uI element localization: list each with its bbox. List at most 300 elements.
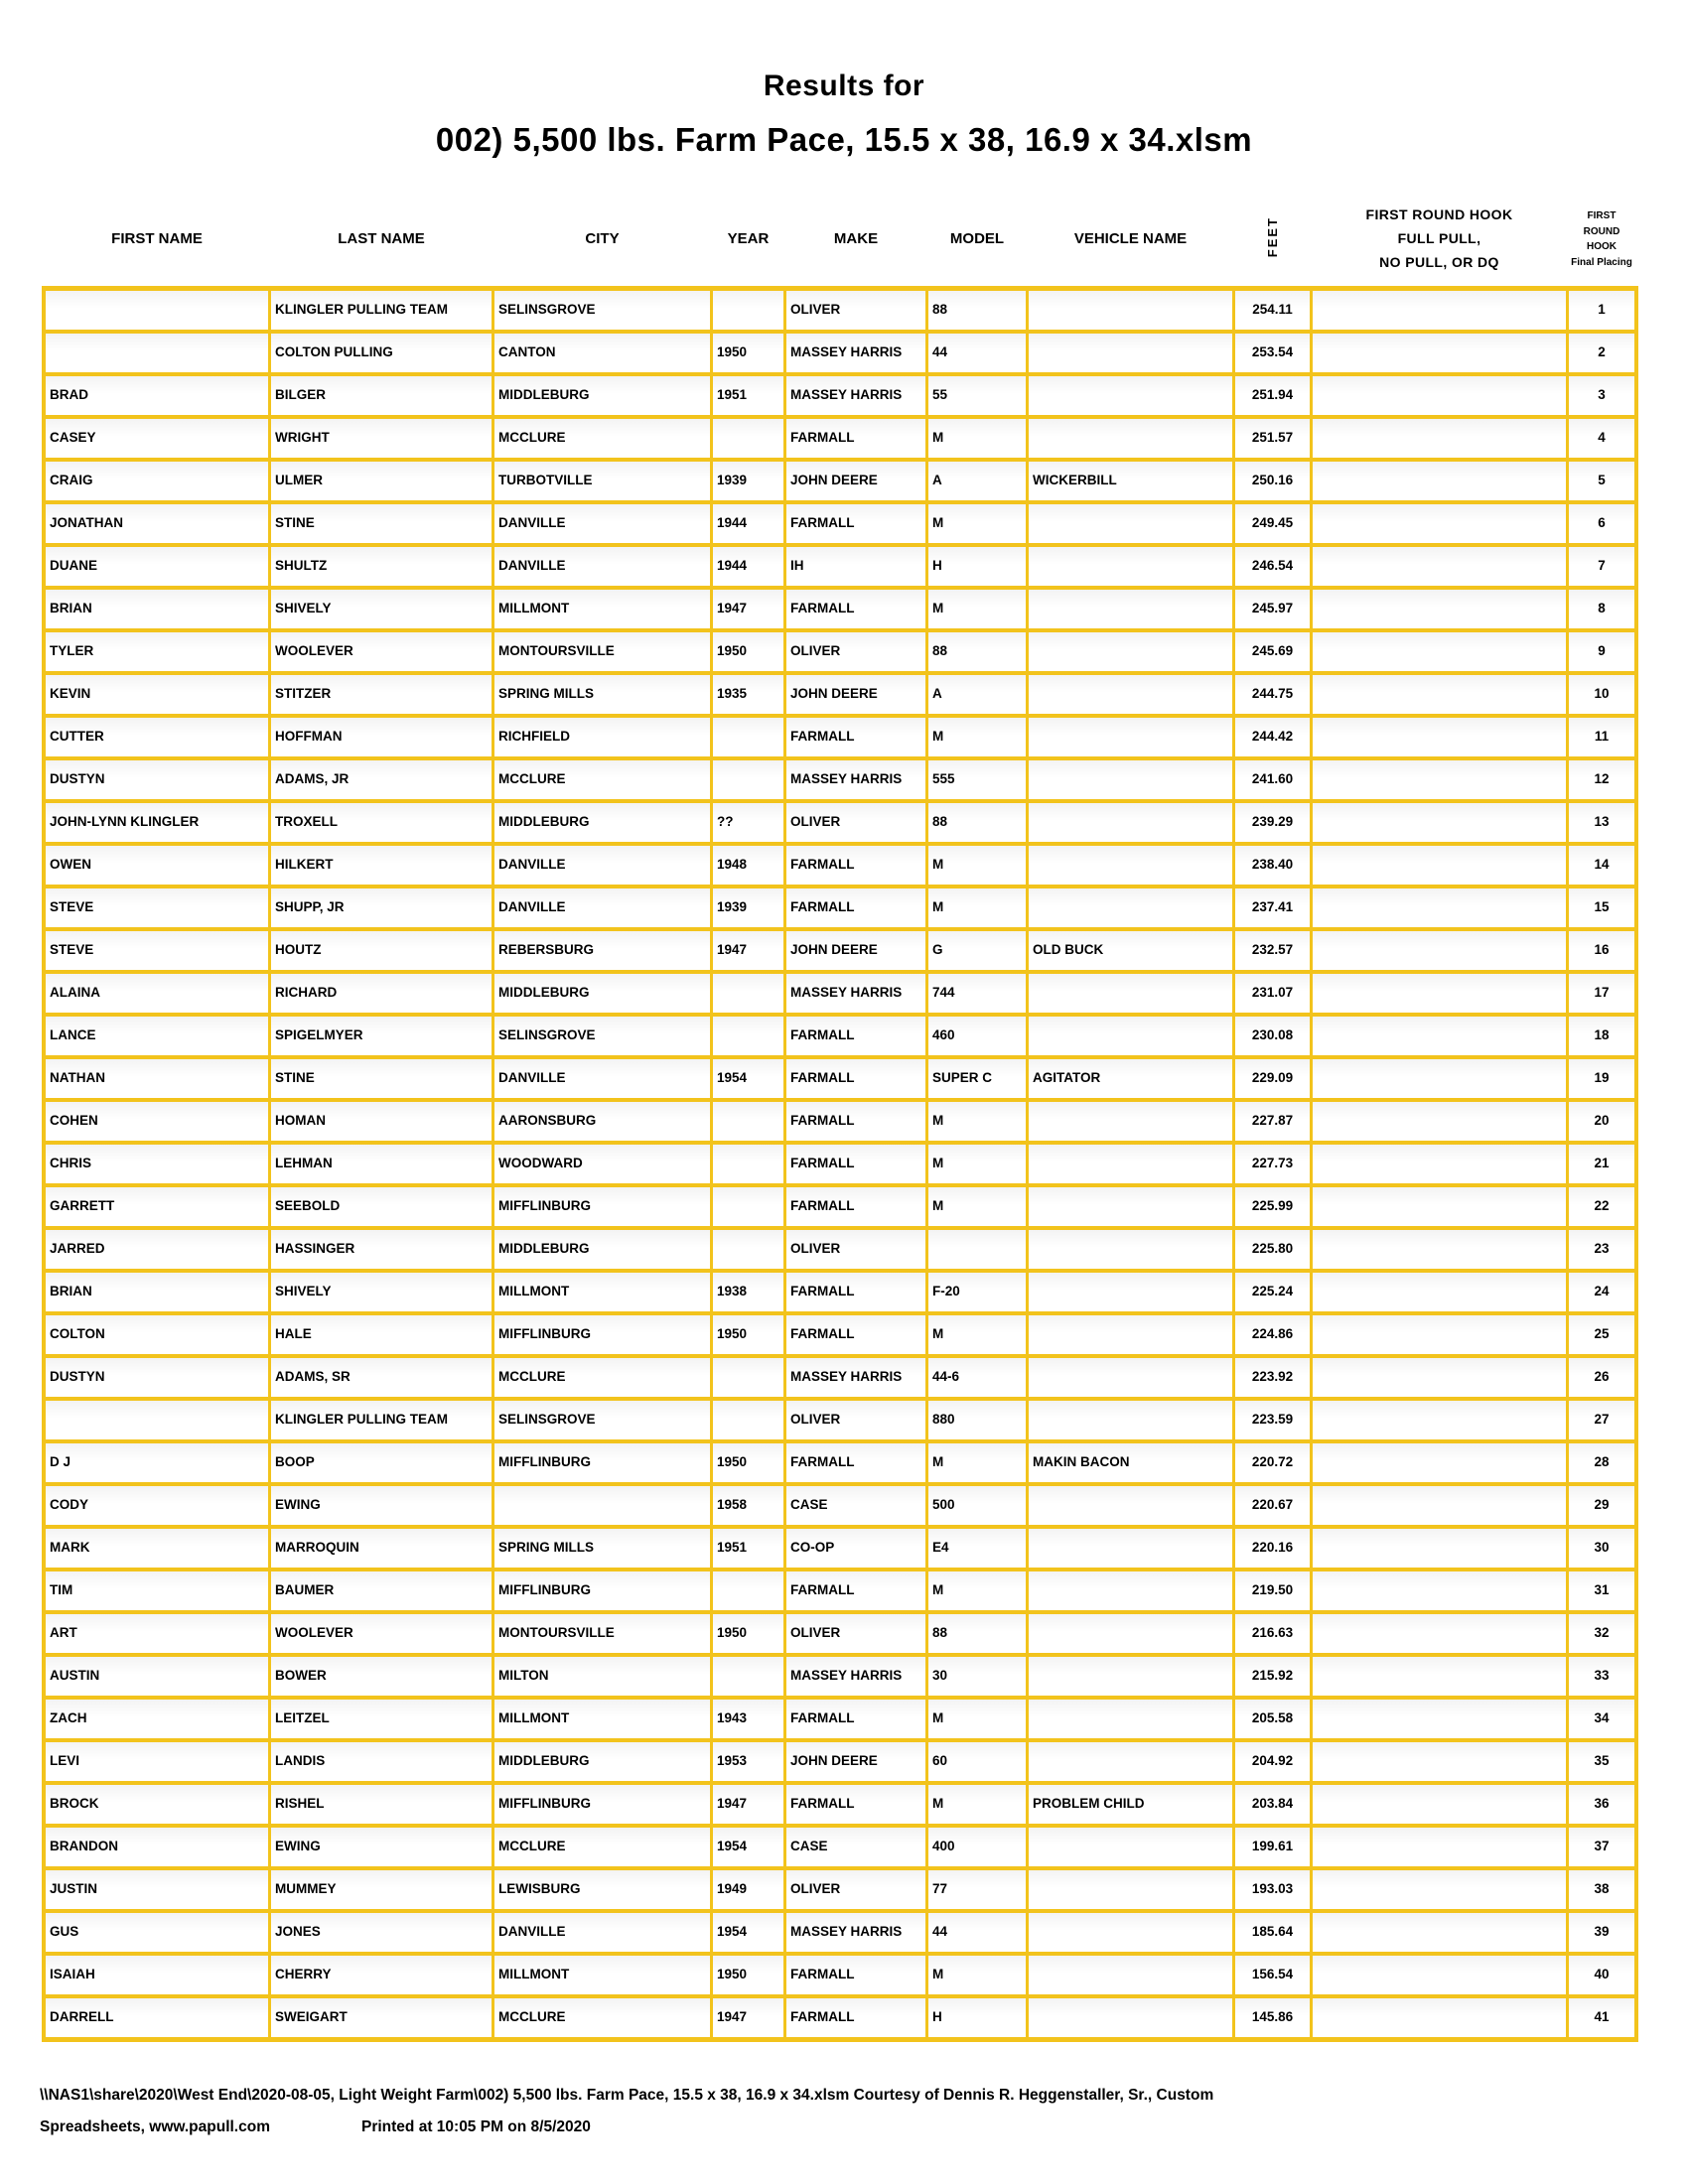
cell-first-name: BRIAN [46,590,268,628]
cell-first-name: LANCE [46,1017,268,1055]
cell-hook [1313,1870,1566,1909]
cell-model: 44-6 [928,1358,1026,1397]
cell-feet: 229.09 [1235,1059,1310,1098]
cell-city: MILLMONT [494,1956,710,1994]
cell-year: 1947 [713,590,783,628]
cell-placing: 33 [1569,1657,1634,1696]
cell-feet: 246.54 [1235,547,1310,586]
cell-vehicle-name: AGITATOR [1029,1059,1232,1098]
cell-make: FARMALL [786,846,925,885]
cell-hook [1313,1145,1566,1183]
cell-placing: 29 [1569,1486,1634,1525]
cell-first-name: BROCK [46,1785,268,1824]
cell-placing: 14 [1569,846,1634,885]
cell-hook [1313,1614,1566,1653]
cell-model: 460 [928,1017,1026,1055]
cell-first-name: BRIAN [46,1273,268,1311]
cell-last-name: HOMAN [271,1102,492,1141]
cell-vehicle-name [1029,888,1232,927]
cell-model: M [928,1443,1026,1482]
table-header-row [46,197,1688,282]
cell-hook [1313,1401,1566,1439]
cell-feet: 220.67 [1235,1486,1310,1525]
cell-first-name: D J [46,1443,268,1482]
footer-spreadsheets-credit: Spreadsheets, www.papull.com [40,2117,270,2135]
cell-last-name: BAUMER [271,1571,492,1610]
page-footer [40,2088,1688,2134]
cell-city: MILLMONT [494,590,710,628]
cell-first-name: COHEN [46,1102,268,1141]
cell-model: M [928,1145,1026,1183]
cell-vehicle-name [1029,376,1232,415]
cell-model: M [928,590,1026,628]
cell-first-name: CUTTER [46,718,268,756]
cell-placing: 18 [1569,1017,1634,1055]
cell-last-name: SPIGELMYER [271,1017,492,1055]
cell-last-name: SHIVELY [271,590,492,628]
cell-year [713,1657,783,1696]
hook-header-line2: FULL PULL, [1397,230,1481,247]
cell-hook [1313,974,1566,1013]
cell-year: 1950 [713,1443,783,1482]
cell-placing: 27 [1569,1401,1634,1439]
cell-last-name: KLINGLER PULLING TEAM [271,1401,492,1439]
cell-model: 88 [928,291,1026,330]
cell-placing: 24 [1569,1273,1634,1311]
cell-first-name: DUANE [46,547,268,586]
cell-placing: 15 [1569,888,1634,927]
cell-hook [1313,1187,1566,1226]
cell-last-name: HASSINGER [271,1230,492,1269]
cell-hook [1313,760,1566,799]
cell-feet: 185.64 [1235,1913,1310,1952]
cell-vehicle-name [1029,1828,1232,1866]
cell-placing: 38 [1569,1870,1634,1909]
cell-last-name: RICHARD [271,974,492,1013]
cell-hook [1313,675,1566,714]
cell-vehicle-name [1029,504,1232,543]
cell-feet: 227.87 [1235,1102,1310,1141]
cell-first-name: BRANDON [46,1828,268,1866]
cell-hook [1313,1785,1566,1824]
cell-hook [1313,1742,1566,1781]
cell-feet: 241.60 [1235,760,1310,799]
cell-feet: 250.16 [1235,462,1310,500]
cell-year [713,760,783,799]
cell-make: MASSEY HARRIS [786,334,925,372]
cell-vehicle-name [1029,718,1232,756]
cell-feet: 145.86 [1235,1998,1310,2037]
cell-hook [1313,1956,1566,1994]
cell-vehicle-name [1029,1956,1232,1994]
cell-hook [1313,419,1566,458]
cell-placing: 7 [1569,547,1634,586]
cell-model: 55 [928,376,1026,415]
cell-model: F-20 [928,1273,1026,1311]
cell-hook [1313,931,1566,970]
cell-feet: 245.69 [1235,632,1310,671]
cell-year [713,1145,783,1183]
cell-first-name: TIM [46,1571,268,1610]
column-header-feet [1235,216,1310,262]
cell-make: FARMALL [786,590,925,628]
cell-make: OLIVER [786,1614,925,1653]
cell-year [713,1401,783,1439]
cell-hook [1313,803,1566,842]
cell-year: 1958 [713,1486,783,1525]
cell-placing: 25 [1569,1315,1634,1354]
cell-make: FARMALL [786,1956,925,1994]
cell-placing: 35 [1569,1742,1634,1781]
cell-first-name: MARK [46,1529,268,1568]
cell-placing: 21 [1569,1145,1634,1183]
cell-placing: 26 [1569,1358,1634,1397]
cell-feet: 223.92 [1235,1358,1310,1397]
cell-last-name: EWING [271,1486,492,1525]
cell-city: SPRING MILLS [494,675,710,714]
cell-hook [1313,846,1566,885]
cell-make: OLIVER [786,291,925,330]
feet-rotated-label: FEET [1264,215,1280,258]
cell-first-name: CODY [46,1486,268,1525]
cell-feet: 244.42 [1235,718,1310,756]
cell-make: JOHN DEERE [786,1742,925,1781]
cell-feet: 215.92 [1235,1657,1310,1696]
placing-header-line2: HOOK [1587,241,1617,252]
cell-last-name: STITZER [271,675,492,714]
cell-model: 555 [928,760,1026,799]
cell-city: MILTON [494,1657,710,1696]
cell-make: FARMALL [786,1785,925,1824]
cell-vehicle-name [1029,1571,1232,1610]
cell-placing: 11 [1569,718,1634,756]
cell-vehicle-name [1029,1700,1232,1738]
cell-feet: 216.63 [1235,1614,1310,1653]
cell-placing: 2 [1569,334,1634,372]
cell-vehicle-name: WICKERBILL [1029,462,1232,500]
cell-vehicle-name [1029,547,1232,586]
cell-hook [1313,1059,1566,1098]
cell-first-name: LEVI [46,1742,268,1781]
cell-last-name: LEHMAN [271,1145,492,1183]
cell-placing: 41 [1569,1998,1634,2037]
cell-city: MIDDLEBURG [494,974,710,1013]
cell-model: 500 [928,1486,1026,1525]
cell-last-name: JONES [271,1913,492,1952]
cell-last-name: CHERRY [271,1956,492,1994]
cell-vehicle-name [1029,846,1232,885]
cell-hook [1313,632,1566,671]
cell-vehicle-name [1029,1529,1232,1568]
footer-second-line [40,2119,1688,2135]
cell-feet: 220.72 [1235,1443,1310,1482]
cell-city: MILLMONT [494,1273,710,1311]
cell-feet: 227.73 [1235,1145,1310,1183]
cell-year [713,1102,783,1141]
cell-city: MILLMONT [494,1700,710,1738]
cell-last-name: MARROQUIN [271,1529,492,1568]
cell-hook [1313,1571,1566,1610]
cell-last-name: LEITZEL [271,1700,492,1738]
cell-feet: 249.45 [1235,504,1310,543]
cell-placing: 9 [1569,632,1634,671]
cell-year: 1944 [713,504,783,543]
cell-model: 77 [928,1870,1026,1909]
cell-feet: 193.03 [1235,1870,1310,1909]
cell-make: FARMALL [786,1187,925,1226]
cell-vehicle-name [1029,632,1232,671]
cell-hook [1313,1017,1566,1055]
cell-feet: 219.50 [1235,1571,1310,1610]
cell-year [713,974,783,1013]
cell-placing: 1 [1569,291,1634,330]
cell-last-name: TROXELL [271,803,492,842]
cell-feet: 238.40 [1235,846,1310,885]
cell-make: JOHN DEERE [786,462,925,500]
cell-year: 1947 [713,1998,783,2037]
cell-model: 30 [928,1657,1026,1696]
cell-last-name: LANDIS [271,1742,492,1781]
cell-model: M [928,888,1026,927]
cell-vehicle-name [1029,419,1232,458]
cell-vehicle-name [1029,1187,1232,1226]
cell-hook [1313,1998,1566,2037]
cell-placing: 28 [1569,1443,1634,1482]
cell-first-name: DARRELL [46,1998,268,2037]
cell-feet: 254.11 [1235,291,1310,330]
cell-last-name: SEEBOLD [271,1187,492,1226]
column-header-city: CITY [585,230,620,247]
cell-last-name: MUMMEY [271,1870,492,1909]
cell-model: 60 [928,1742,1026,1781]
cell-model: M [928,1187,1026,1226]
cell-city: SELINSGROVE [494,1017,710,1055]
cell-first-name: ZACH [46,1700,268,1738]
cell-model: M [928,1700,1026,1738]
cell-make: OLIVER [786,803,925,842]
cell-model: H [928,1998,1026,2037]
cell-last-name: BILGER [271,376,492,415]
cell-city: MIDDLEBURG [494,376,710,415]
cell-model: 88 [928,1614,1026,1653]
cell-city: DANVILLE [494,504,710,543]
cell-model: M [928,419,1026,458]
cell-hook [1313,334,1566,372]
cell-first-name: GUS [46,1913,268,1952]
cell-make: MASSEY HARRIS [786,1358,925,1397]
cell-make: MASSEY HARRIS [786,1657,925,1696]
cell-placing: 31 [1569,1571,1634,1610]
cell-make: FARMALL [786,718,925,756]
cell-vehicle-name: MAKIN BACON [1029,1443,1232,1482]
cell-first-name: JONATHAN [46,504,268,543]
cell-last-name: ADAMS, SR [271,1358,492,1397]
cell-vehicle-name: PROBLEM CHILD [1029,1785,1232,1824]
cell-first-name: JARRED [46,1230,268,1269]
cell-first-name: AUSTIN [46,1657,268,1696]
cell-feet: 251.94 [1235,376,1310,415]
cell-first-name [46,1401,268,1439]
cell-placing: 39 [1569,1913,1634,1952]
cell-year: 1944 [713,547,783,586]
cell-last-name: STINE [271,504,492,543]
cell-last-name: WOOLEVER [271,632,492,671]
cell-model: H [928,547,1026,586]
cell-hook [1313,1443,1566,1482]
cell-city: MIFFLINBURG [494,1571,710,1610]
cell-hook [1313,547,1566,586]
cell-make: FARMALL [786,1443,925,1482]
cell-vehicle-name [1029,334,1232,372]
cell-year [713,419,783,458]
cell-last-name: SHIVELY [271,1273,492,1311]
cell-vehicle-name [1029,1913,1232,1952]
cell-vehicle-name [1029,1401,1232,1439]
cell-hook [1313,1358,1566,1397]
cell-vehicle-name [1029,1230,1232,1269]
cell-feet: 225.99 [1235,1187,1310,1226]
cell-make: FARMALL [786,1059,925,1098]
cell-first-name: ART [46,1614,268,1653]
cell-city: MIDDLEBURG [494,803,710,842]
cell-make: OLIVER [786,632,925,671]
cell-vehicle-name [1029,675,1232,714]
cell-placing: 4 [1569,419,1634,458]
cell-city: REBERSBURG [494,931,710,970]
cell-year: 1939 [713,462,783,500]
cell-hook [1313,1657,1566,1696]
column-header-first-round-hook-result [1313,204,1566,274]
column-header-year: YEAR [727,230,770,247]
cell-placing: 36 [1569,1785,1634,1824]
cell-city [494,1486,710,1525]
hook-header-line3: NO PULL, OR DQ [1379,253,1499,270]
cell-city: RICHFIELD [494,718,710,756]
cell-model: G [928,931,1026,970]
cell-vehicle-name [1029,291,1232,330]
cell-year: 1950 [713,1315,783,1354]
cell-make: FARMALL [786,504,925,543]
cell-first-name [46,291,268,330]
cell-hook [1313,1315,1566,1354]
cell-year: 1950 [713,632,783,671]
cell-make: MASSEY HARRIS [786,1913,925,1952]
cell-feet: 223.59 [1235,1401,1310,1439]
cell-year: 1951 [713,376,783,415]
cell-model: A [928,675,1026,714]
cell-make: OLIVER [786,1870,925,1909]
cell-make: FARMALL [786,1273,925,1311]
cell-vehicle-name [1029,1102,1232,1141]
cell-feet: 204.92 [1235,1742,1310,1781]
cell-make: FARMALL [786,1145,925,1183]
cell-model: M [928,1785,1026,1824]
cell-vehicle-name [1029,1998,1232,2037]
cell-placing: 19 [1569,1059,1634,1098]
placing-header-line1: FIRST ROUND [1583,210,1620,237]
cell-hook [1313,718,1566,756]
cell-year: 1954 [713,1913,783,1952]
cell-year: 1949 [713,1870,783,1909]
cell-vehicle-name [1029,1657,1232,1696]
cell-last-name: HOFFMAN [271,718,492,756]
cell-last-name: KLINGLER PULLING TEAM [271,291,492,330]
column-header-vehicle-name: VEHICLE NAME [1073,230,1188,247]
cell-hook [1313,1913,1566,1952]
cell-hook [1313,1700,1566,1738]
column-header-model: MODEL [949,230,1005,247]
cell-feet: 253.54 [1235,334,1310,372]
cell-feet: 220.16 [1235,1529,1310,1568]
cell-year: 1954 [713,1059,783,1098]
cell-first-name: CHRIS [46,1145,268,1183]
cell-placing: 32 [1569,1614,1634,1653]
cell-vehicle-name [1029,1870,1232,1909]
cell-hook [1313,590,1566,628]
cell-make: IH [786,547,925,586]
cell-city: MIFFLINBURG [494,1443,710,1482]
cell-feet: 203.84 [1235,1785,1310,1824]
cell-first-name: CASEY [46,419,268,458]
cell-vehicle-name [1029,1315,1232,1354]
cell-placing: 23 [1569,1230,1634,1269]
cell-hook [1313,1273,1566,1311]
placing-header-line3: Final Placing [1571,256,1632,268]
cell-city: CANTON [494,334,710,372]
cell-make: OLIVER [786,1401,925,1439]
cell-first-name [46,334,268,372]
cell-city: DANVILLE [494,1913,710,1952]
cell-feet: 244.75 [1235,675,1310,714]
cell-city: SELINSGROVE [494,291,710,330]
cell-make: CO-OP [786,1529,925,1568]
cell-last-name: HOUTZ [271,931,492,970]
cell-year [713,291,783,330]
cell-city: MIFFLINBURG [494,1315,710,1354]
cell-hook [1313,1486,1566,1525]
cell-placing: 34 [1569,1700,1634,1738]
cell-feet: 225.24 [1235,1273,1310,1311]
cell-first-name: DUSTYN [46,1358,268,1397]
cell-year: 1947 [713,1785,783,1824]
cell-year [713,718,783,756]
cell-make: FARMALL [786,888,925,927]
cell-vehicle-name [1029,974,1232,1013]
cell-model: M [928,846,1026,885]
cell-feet: 231.07 [1235,974,1310,1013]
cell-city: MIDDLEBURG [494,1742,710,1781]
cell-year: 1939 [713,888,783,927]
cell-feet: 232.57 [1235,931,1310,970]
cell-city: MONTOURSVILLE [494,632,710,671]
cell-last-name: BOOP [271,1443,492,1482]
cell-city: MIFFLINBURG [494,1187,710,1226]
footer-printed-timestamp: Printed at 10:05 PM on 8/5/2020 [361,2117,591,2135]
cell-feet: 156.54 [1235,1956,1310,1994]
cell-last-name: SHUPP, JR [271,888,492,927]
cell-year [713,1358,783,1397]
cell-hook [1313,1529,1566,1568]
cell-last-name: ADAMS, JR [271,760,492,799]
cell-city: TURBOTVILLE [494,462,710,500]
cell-first-name: COLTON [46,1315,268,1354]
cell-year: 1943 [713,1700,783,1738]
cell-make: CASE [786,1828,925,1866]
cell-model: M [928,504,1026,543]
cell-year [713,1571,783,1610]
cell-vehicle-name [1029,1273,1232,1311]
cell-last-name: BOWER [271,1657,492,1696]
